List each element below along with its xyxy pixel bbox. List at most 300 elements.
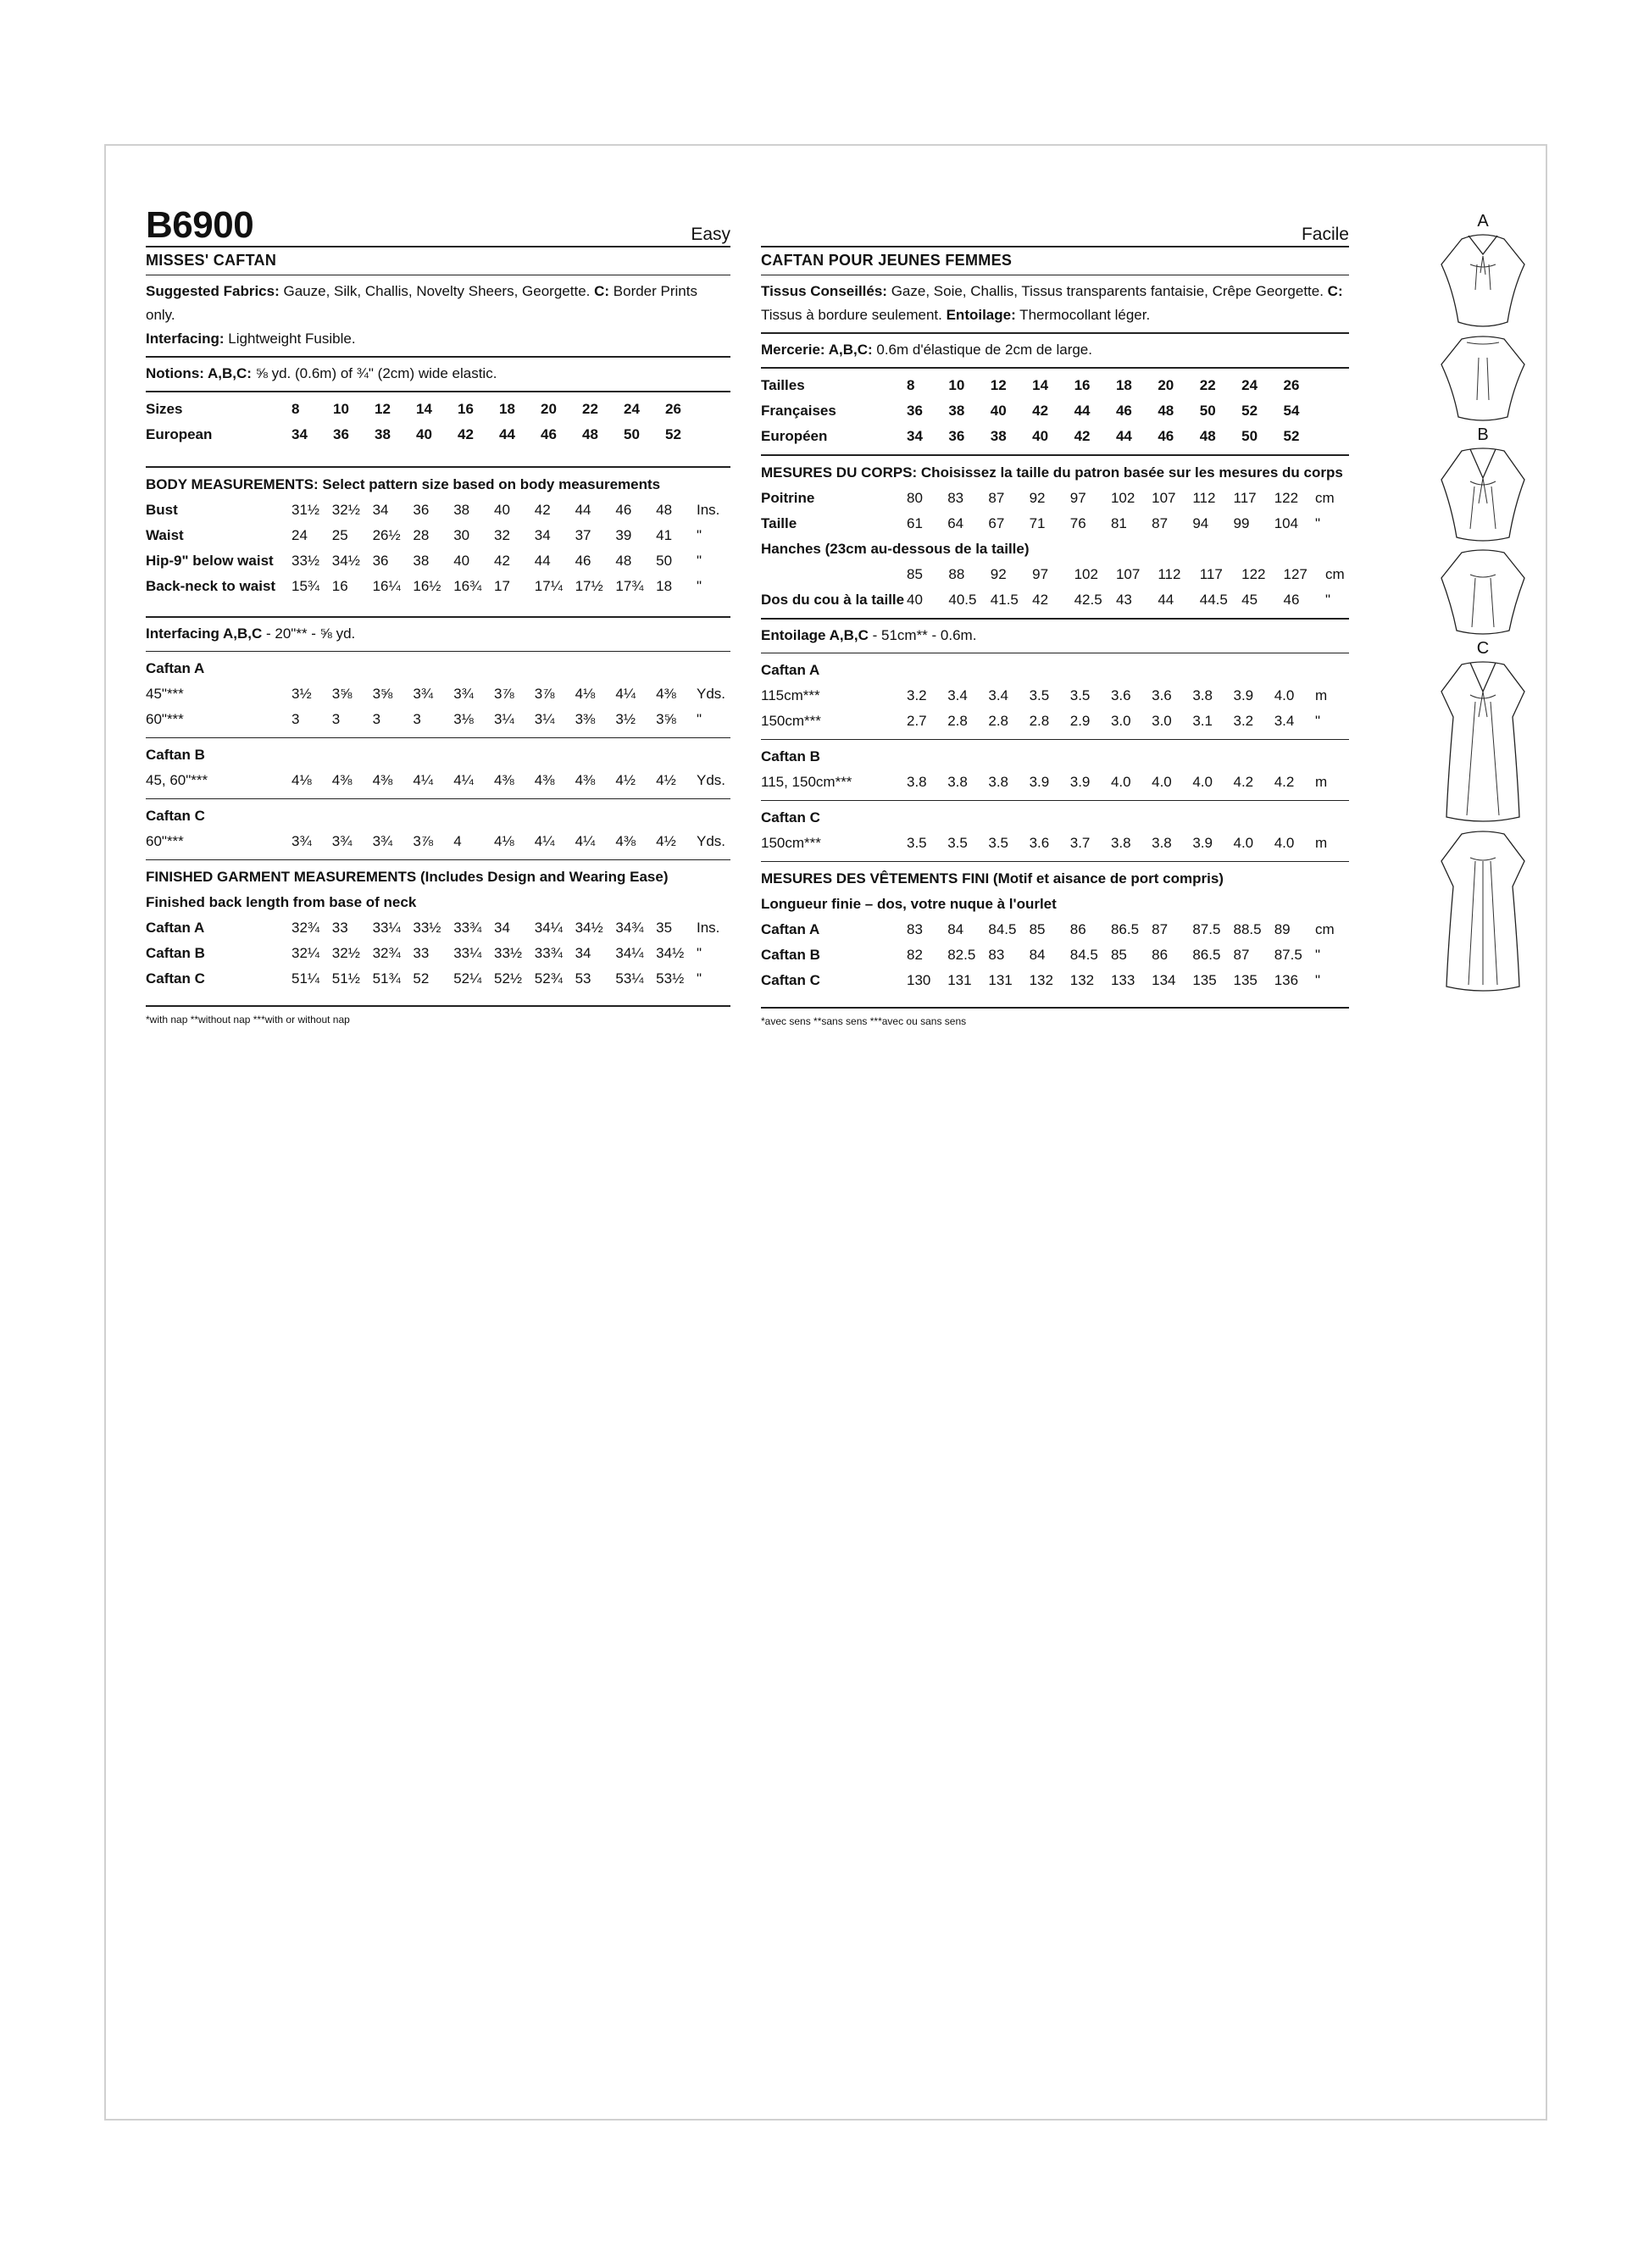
header-row xyxy=(146,203,730,247)
caftan-a-table-fr xyxy=(761,683,1349,734)
hanches-unit: cm xyxy=(1325,566,1345,582)
table-cell: 40 xyxy=(990,403,1007,419)
row-label: Taille xyxy=(761,515,797,531)
table-cell: 36 xyxy=(948,428,965,444)
table-cell: 52¾ xyxy=(534,970,563,987)
table-cell: 34 xyxy=(534,527,551,543)
table-cell: 36 xyxy=(333,426,349,442)
row-label: Caftan C xyxy=(146,970,205,987)
unit-cell: cm xyxy=(1315,921,1335,937)
table-cell: 4⅜ xyxy=(615,833,636,849)
table-cell: 83 xyxy=(988,947,1005,963)
table-cell: 42 xyxy=(1032,592,1049,608)
footnote-fr: *avec sens **sans sens ***avec ou sans sens xyxy=(761,1015,967,1027)
notions-text xyxy=(146,362,730,386)
fabrics-label: Suggested Fabrics: xyxy=(146,283,280,299)
difficulty-label-fr: Facile xyxy=(1301,225,1349,244)
table-cell: 34½ xyxy=(575,920,603,936)
view-b-letter: B xyxy=(1477,425,1489,444)
table-cell: 83 xyxy=(947,490,964,506)
row-label: 115cm*** xyxy=(761,687,820,703)
row-label: Hip-9" below waist xyxy=(146,553,274,569)
table-cell: 133 xyxy=(1110,972,1135,988)
table-cell: 40 xyxy=(493,502,510,518)
table-cell: 85 xyxy=(1029,921,1046,937)
europeen-row xyxy=(761,424,1349,449)
table-cell: 82 xyxy=(907,947,923,963)
table-cell: 40.5 xyxy=(948,592,977,608)
unit-cell: " xyxy=(697,553,702,569)
table-cell: 33¼ xyxy=(453,945,482,961)
table-cell: 14 xyxy=(1032,377,1049,393)
unit-cell: " xyxy=(1315,947,1321,963)
table-cell: 88.5 xyxy=(1233,921,1262,937)
table-cell: 40 xyxy=(907,592,923,608)
table-cell: 34 xyxy=(907,428,923,444)
unit-cell: " xyxy=(1315,713,1321,729)
table-row xyxy=(761,709,1349,734)
caftan-b-section xyxy=(146,738,730,799)
table-cell: 51½ xyxy=(331,970,360,987)
pattern-title-section-fr xyxy=(761,247,1349,275)
unit-cell: " xyxy=(1315,972,1321,988)
table-cell: 4.0 xyxy=(1152,774,1172,790)
table-cell: 34¼ xyxy=(534,920,563,936)
table-cell: 46 xyxy=(1115,403,1132,419)
table-cell: 87 xyxy=(1152,921,1169,937)
unit-cell: Ins. xyxy=(697,920,720,936)
table-cell: 61 xyxy=(907,515,923,531)
table-cell: 33¾ xyxy=(534,945,563,961)
table-cell: 30 xyxy=(453,527,470,543)
table-cell: 3 xyxy=(291,711,300,727)
table-row xyxy=(761,770,1349,795)
sizes-table xyxy=(146,397,730,447)
table-cell: 32 xyxy=(493,527,510,543)
table-cell: 102 xyxy=(1110,490,1135,506)
table-cell: 44 xyxy=(575,502,591,518)
table-cell: 3.5 xyxy=(907,835,927,851)
table-cell: 16 xyxy=(331,578,348,594)
finished-measurements-subtitle: Finished back length from base of neck xyxy=(146,894,417,910)
row-label: 60"*** xyxy=(146,711,184,727)
table-cell: 24 xyxy=(624,401,640,417)
caftan-b-table-fr xyxy=(761,770,1349,795)
interfacing-yardage-fr xyxy=(761,624,1349,648)
table-cell: 3.4 xyxy=(1274,713,1295,729)
table-cell: 97 xyxy=(1032,566,1049,582)
table-cell: 122 xyxy=(1274,490,1299,506)
table-cell: 39 xyxy=(615,527,632,543)
table-cell: 34½ xyxy=(331,553,360,569)
table-cell: 22 xyxy=(582,401,598,417)
table-cell: 52½ xyxy=(493,970,523,987)
table-cell: 52 xyxy=(665,426,681,442)
table-cell: 86 xyxy=(1069,921,1086,937)
table-cell: 37 xyxy=(575,527,591,543)
interfacing-yardage-label-fr: Entoilage A,B,C xyxy=(761,627,869,643)
table-cell: 84.5 xyxy=(988,921,1017,937)
table-row xyxy=(761,917,1349,942)
unit-cell: " xyxy=(697,970,702,987)
pattern-title-section xyxy=(146,247,730,275)
table-cell: 33½ xyxy=(493,945,523,961)
table-cell: 4.0 xyxy=(1274,687,1295,703)
table-cell: 12 xyxy=(375,401,391,417)
caftan-a-section-fr xyxy=(761,653,1349,740)
caftan-a-front-sketch xyxy=(1436,231,1530,332)
row-label: Waist xyxy=(146,527,184,543)
row-label: 45"*** xyxy=(146,686,184,702)
table-row xyxy=(146,523,730,548)
table-cell: 33 xyxy=(413,945,430,961)
table-cell: 4.0 xyxy=(1233,835,1254,851)
table-cell: 131 xyxy=(988,972,1013,988)
table-cell: 44 xyxy=(1115,428,1132,444)
table-cell: 135 xyxy=(1233,972,1258,988)
table-cell: 86.5 xyxy=(1110,921,1140,937)
table-cell: 48 xyxy=(615,553,632,569)
table-cell: 18 xyxy=(656,578,673,594)
caftan-a-title: Caftan A xyxy=(146,660,205,676)
table-cell: 16½ xyxy=(413,578,441,594)
table-cell: 10 xyxy=(333,401,349,417)
table-cell: 50 xyxy=(624,426,640,442)
interfacing-value: Lightweight Fusible. xyxy=(224,331,356,347)
table-cell: 3.4 xyxy=(988,687,1009,703)
row-label: Caftan A xyxy=(146,920,205,936)
table-cell: 17 xyxy=(493,578,510,594)
table-cell: 132 xyxy=(1069,972,1095,988)
table-cell: 3⅞ xyxy=(413,833,434,849)
table-cell: 28 xyxy=(413,527,430,543)
table-cell: 122 xyxy=(1241,566,1266,582)
table-cell: 132 xyxy=(1029,972,1053,988)
table-cell: 3.8 xyxy=(947,774,968,790)
row-label: Bust xyxy=(146,502,178,518)
dos-row xyxy=(761,587,1349,613)
table-cell: 46 xyxy=(1158,428,1174,444)
table-cell: 4.2 xyxy=(1233,774,1254,790)
table-cell: 33 xyxy=(331,920,348,936)
table-cell: 3.9 xyxy=(1069,774,1091,790)
table-row xyxy=(761,942,1349,968)
french-column xyxy=(761,203,1349,1027)
table-cell: 2.8 xyxy=(988,713,1009,729)
table-cell: 85 xyxy=(907,566,923,582)
row-label: Caftan B xyxy=(146,945,205,961)
body-measurements-title-fr: MESURES DU CORPS: Choisissez la taille du patron basée sur les mesures du corps xyxy=(761,464,1343,481)
fabrics-text-fr xyxy=(761,280,1349,327)
table-cell: 4¼ xyxy=(534,833,555,849)
table-cell: 4.0 xyxy=(1274,835,1295,851)
unit-cell: m xyxy=(1315,835,1328,851)
body-measurements-title: BODY MEASUREMENTS: Select pattern size based on body measurements xyxy=(146,476,661,492)
table-row xyxy=(146,498,730,523)
table-cell: 112 xyxy=(1158,566,1181,582)
table-cell: 44 xyxy=(1074,403,1091,419)
table-row xyxy=(146,915,730,941)
caftan-a-table xyxy=(146,681,730,732)
notions-text-fr xyxy=(761,338,1349,362)
sizes-section-fr xyxy=(761,369,1349,456)
fabrics-c-label: C: xyxy=(594,283,610,299)
caftan-c-table-fr xyxy=(761,831,1349,856)
table-cell: 112 xyxy=(1192,490,1216,506)
table-cell: 83 xyxy=(907,921,923,937)
table-cell: 92 xyxy=(990,566,1007,582)
table-cell: 3⅝ xyxy=(656,711,676,727)
table-cell: 38 xyxy=(990,428,1007,444)
table-cell: 34½ xyxy=(656,945,685,961)
table-cell: 42 xyxy=(534,502,551,518)
dos-unit: " xyxy=(1325,592,1331,608)
view-a-letter: A xyxy=(1477,212,1489,231)
table-cell: 3⅝ xyxy=(331,686,353,702)
table-cell: 4⅛ xyxy=(575,686,596,702)
table-cell: 3½ xyxy=(291,686,312,702)
table-cell: 24 xyxy=(1241,377,1258,393)
table-cell: 34¾ xyxy=(615,920,644,936)
table-cell: 4½ xyxy=(656,772,676,788)
finished-measurements-section xyxy=(146,860,730,1007)
table-cell: 4 xyxy=(453,833,462,849)
table-cell: 31½ xyxy=(291,502,320,518)
fabrics-list-fr: Gaze, Soie, Challis, Tissus transparents fantaisie, Crêpe Georgette. xyxy=(886,283,1328,299)
table-cell: 26 xyxy=(1283,377,1300,393)
table-cell: 54 xyxy=(1283,403,1300,419)
table-cell: 88 xyxy=(948,566,965,582)
table-cell: 84 xyxy=(1029,947,1046,963)
table-cell: 46 xyxy=(615,502,632,518)
table-cell: 3.5 xyxy=(988,835,1009,851)
table-cell: 16¼ xyxy=(372,578,401,594)
table-cell: 20 xyxy=(1158,377,1174,393)
table-cell: 46 xyxy=(541,426,557,442)
body-measurements-table-fr xyxy=(761,486,1349,536)
table-cell: 48 xyxy=(1199,428,1216,444)
table-cell: 4⅜ xyxy=(331,772,353,788)
table-cell: 4⅛ xyxy=(291,772,312,788)
table-cell: 3.2 xyxy=(1233,713,1254,729)
table-cell: 50 xyxy=(656,553,673,569)
caftan-c-section xyxy=(146,799,730,860)
table-cell: 16¾ xyxy=(453,578,482,594)
interfacing-label-fr: Entoilage: xyxy=(946,307,1016,323)
table-cell: 53¼ xyxy=(615,970,644,987)
table-cell: 12 xyxy=(990,377,1007,393)
table-cell: 42 xyxy=(1074,428,1091,444)
difficulty-label: Easy xyxy=(691,225,730,244)
table-cell: 2.9 xyxy=(1069,713,1091,729)
table-cell: 48 xyxy=(582,426,598,442)
table-cell: 42 xyxy=(458,426,474,442)
table-cell: 32¼ xyxy=(291,945,320,961)
table-cell: 8 xyxy=(907,377,915,393)
table-cell: 3.8 xyxy=(988,774,1009,790)
table-cell: 3¾ xyxy=(413,686,434,702)
interfacing-label: Interfacing: xyxy=(146,331,225,347)
table-cell: 2.7 xyxy=(907,713,927,729)
table-cell: 17½ xyxy=(575,578,603,594)
body-measurements-section xyxy=(146,468,730,618)
unit-cell: " xyxy=(697,578,702,594)
table-cell: 36 xyxy=(907,403,923,419)
tailles-row xyxy=(761,373,1349,398)
finished-measurements-title-fr: MESURES DES VÊTEMENTS FINI (Motif et aisance de port compris) xyxy=(761,870,1224,887)
table-cell: 33¼ xyxy=(372,920,401,936)
sizes-row xyxy=(146,397,730,422)
caftan-c-title: Caftan C xyxy=(146,808,205,824)
unit-cell: cm xyxy=(1315,490,1335,506)
finished-measurements-section-fr xyxy=(761,862,1349,1009)
table-cell: 4⅜ xyxy=(656,686,676,702)
table-cell: 134 xyxy=(1152,972,1176,988)
table-cell: 3 xyxy=(331,711,341,727)
table-cell: 40 xyxy=(453,553,470,569)
table-cell: 81 xyxy=(1110,515,1127,531)
row-label: 60"*** xyxy=(146,833,184,849)
notions-label-fr: Mercerie: A,B,C: xyxy=(761,342,873,358)
table-cell: 84 xyxy=(947,921,964,937)
table-cell: 34 xyxy=(575,945,591,961)
caftan-c-table xyxy=(146,829,730,854)
sizes-table-fr xyxy=(761,373,1349,449)
table-cell: 4¼ xyxy=(413,772,434,788)
table-cell: 38 xyxy=(375,426,391,442)
table-cell: 76 xyxy=(1069,515,1086,531)
table-cell: 24 xyxy=(291,527,308,543)
table-cell: 36 xyxy=(372,553,389,569)
table-cell: 3¼ xyxy=(534,711,555,727)
finished-measurements-table xyxy=(146,915,730,992)
table-row xyxy=(146,941,730,966)
table-cell: 3¼ xyxy=(493,711,514,727)
table-cell: 3.6 xyxy=(1110,687,1131,703)
table-cell: 4¼ xyxy=(575,833,596,849)
table-cell: 3.2 xyxy=(907,687,927,703)
interfacing-yardage-section xyxy=(146,618,730,652)
fabrics-c-text: Border Prints only. xyxy=(146,283,697,323)
table-row xyxy=(146,548,730,574)
table-cell: 4⅛ xyxy=(493,833,514,849)
table-cell: 3.6 xyxy=(1029,835,1050,851)
table-cell: 3.8 xyxy=(1192,687,1213,703)
finished-measurements-table-fr xyxy=(761,917,1349,993)
unit-cell: m xyxy=(1315,687,1328,703)
table-cell: 41.5 xyxy=(990,592,1019,608)
table-cell: 67 xyxy=(988,515,1005,531)
table-cell: 3.7 xyxy=(1069,835,1091,851)
table-cell: 3.5 xyxy=(1029,687,1050,703)
interfacing-yardage-value: - 20"** - ⅝ yd. xyxy=(262,625,356,642)
table-cell: 53 xyxy=(575,970,591,987)
table-cell: 40 xyxy=(1032,428,1049,444)
unit-cell: " xyxy=(697,527,702,543)
table-cell: 46 xyxy=(1283,592,1300,608)
table-cell: 4.0 xyxy=(1110,774,1131,790)
table-cell: 20 xyxy=(541,401,557,417)
table-cell: 3.9 xyxy=(1029,774,1050,790)
caftan-b-front-sketch xyxy=(1436,444,1530,546)
table-cell: 51¾ xyxy=(372,970,401,987)
sizes-label: Sizes xyxy=(146,401,183,417)
table-cell: 4.0 xyxy=(1192,774,1213,790)
table-cell: 92 xyxy=(1029,490,1046,506)
footnote: *with nap **without nap ***with or without nap xyxy=(146,1014,350,1026)
table-cell: 107 xyxy=(1152,490,1176,506)
table-cell: 3 xyxy=(372,711,381,727)
table-row xyxy=(146,829,730,854)
table-row xyxy=(146,681,730,707)
table-cell: 104 xyxy=(1274,515,1299,531)
unit-cell: m xyxy=(1315,774,1328,790)
table-cell: 4⅜ xyxy=(372,772,393,788)
body-measurements-table xyxy=(146,498,730,599)
table-cell: 3.6 xyxy=(1152,687,1172,703)
table-cell: 87 xyxy=(1152,515,1169,531)
table-cell: 4.2 xyxy=(1274,774,1295,790)
table-cell: 33½ xyxy=(291,553,320,569)
table-cell: 87.5 xyxy=(1192,921,1221,937)
table-cell: 40 xyxy=(416,426,432,442)
table-cell: 44 xyxy=(534,553,551,569)
table-cell: 117 xyxy=(1233,490,1257,506)
table-cell: 26½ xyxy=(372,527,401,543)
table-row xyxy=(146,768,730,793)
table-cell: 3.0 xyxy=(1152,713,1172,729)
table-cell: 34¼ xyxy=(615,945,644,961)
notions-section xyxy=(146,358,730,392)
table-cell: 38 xyxy=(453,502,470,518)
dos-label: Dos du cou à la taille xyxy=(761,592,905,608)
table-cell: 4⅜ xyxy=(575,772,596,788)
row-label: Caftan B xyxy=(761,947,820,963)
table-cell: 136 xyxy=(1274,972,1299,988)
table-cell: 135 xyxy=(1192,972,1217,988)
table-cell: 127 xyxy=(1283,566,1308,582)
table-cell: 86.5 xyxy=(1192,947,1221,963)
francaises-row xyxy=(761,398,1349,424)
table-cell: 52 xyxy=(1283,428,1300,444)
table-row xyxy=(761,968,1349,993)
interfacing-yardage xyxy=(146,622,730,646)
caftan-c-title-fr: Caftan C xyxy=(761,809,820,825)
table-cell: 33½ xyxy=(413,920,441,936)
table-cell: 3.9 xyxy=(1233,687,1254,703)
table-cell: 44 xyxy=(499,426,515,442)
table-cell: 16 xyxy=(1074,377,1091,393)
table-cell: 107 xyxy=(1115,566,1141,582)
interfacing-text xyxy=(146,327,730,351)
row-label: 150cm*** xyxy=(761,835,821,851)
table-cell: 33¾ xyxy=(453,920,482,936)
fabrics-label-fr: Tissus Conseillés: xyxy=(761,283,887,299)
unit-cell: " xyxy=(697,711,702,727)
header-row-fr xyxy=(761,203,1349,247)
table-cell: 48 xyxy=(656,502,673,518)
table-cell: 15¾ xyxy=(291,578,320,594)
table-cell: 4⅜ xyxy=(534,772,555,788)
table-cell: 4¼ xyxy=(453,772,474,788)
table-row xyxy=(761,831,1349,856)
hanches-table xyxy=(761,562,1349,613)
table-cell: 8 xyxy=(291,401,300,417)
finished-measurements-subtitle-fr: Longueur finie – dos, votre nuque à l'ourlet xyxy=(761,896,1057,912)
table-cell: 3.8 xyxy=(1110,835,1131,851)
table-cell: 3.0 xyxy=(1110,713,1131,729)
table-cell: 18 xyxy=(1115,377,1132,393)
